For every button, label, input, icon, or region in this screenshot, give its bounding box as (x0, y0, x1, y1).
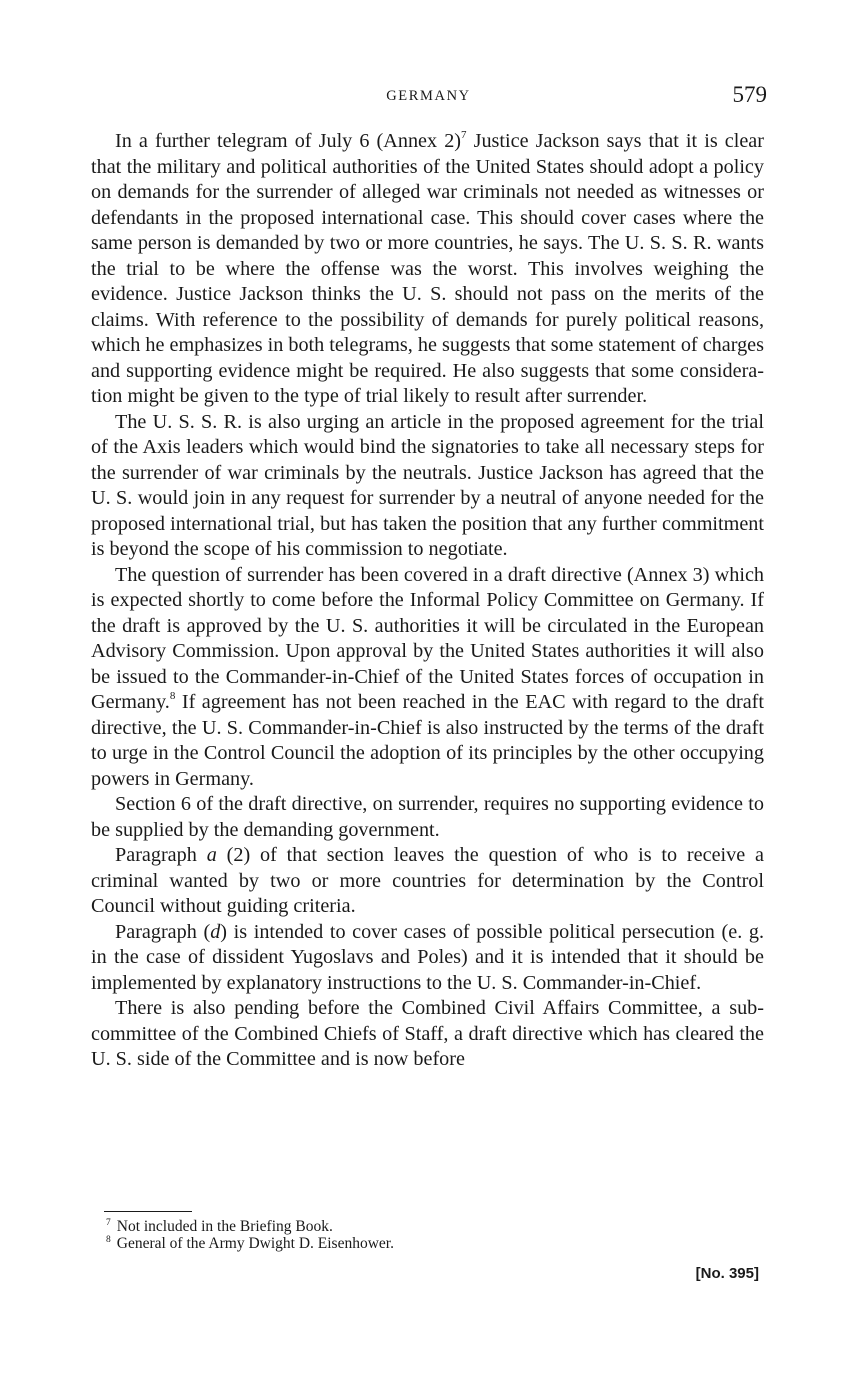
footnote-text: General of the Army Dwight D. Eisenhower. (116, 1235, 394, 1252)
paragraph-1 (91, 129, 764, 410)
paragraph-6-text-b: ) is intended to cover cases of possible political persecution (e. g. in the case of dissident Yugoslavs and Poles) and it is intended that it should be implemented by explanatory instructions to the U. S. Commander-in-Chief. (91, 920, 765, 994)
paragraph-5-text-a: Paragraph (115, 844, 207, 866)
paragraph-7: There is also pending before the Combined Civil Affairs Committee, a sub-committee of the Combined Chiefs of Staff, a draft directive which has cleared the U. S. side of the Committee and is now before (91, 997, 764, 1070)
paragraph-6-italic: d (210, 920, 221, 943)
footnote-ref-7: 7 (461, 129, 467, 142)
running-title: GERMANY (386, 88, 471, 104)
footnote-text: Not included in the Briefing Book. (116, 1218, 333, 1235)
paragraph-3 (91, 563, 764, 793)
paragraph-1-text-a: In a further telegram of July 6 (Annex 2) (115, 130, 462, 152)
paragraph-4: Section 6 of the draft directive, on surrender, requires no supporting evidence to be supplied by the demanding government. (91, 793, 764, 841)
footnote-mark: 8 (106, 1234, 111, 1245)
running-head (90, 84, 767, 114)
paragraph-1-text-b: Justice Jackson says that it is clear that the military and political authorities of the United States should adopt a policy on demands for the surrender of alleged war criminals not needed as witnesses or defendants in the proposed international case. This should cover cases where the same person is demanded by two or more countries, he says. The U. S. S. R. wants the trial to be where the offense was the worst. This involves weighing the evidence. Justice Jackson thinks the U. S. should not pass on the merits of the claims. With reference to the possibility of demands for purely political reasons, which he emphasizes in both telegrams, he suggests that some statement of charges and supporting evidence might be required. He also suggests that some consideration might be given to the type of trial likely to result after surrender. (91, 130, 764, 407)
document-number: [No. 395] (695, 1265, 759, 1282)
footnotes (106, 1218, 706, 1252)
paragraph-5-italic: a (206, 844, 217, 866)
footnote-7 (106, 1218, 706, 1235)
paragraph-6 (91, 920, 764, 997)
paragraph-3-text-b: If agreement has not been reached in the EAC with regard to the draft directive, the U. S. Commander-in-Chief is also instructed by the terms of the draft to urge in the Control Council the adoption of its principles by the other occupying powers in Germany. (91, 691, 764, 790)
page-number: 579 (732, 82, 767, 107)
paragraph-3-text-a: The question of surrender has been covered in a draft directive (Annex 3) which is expected shortly to come before the Informal Policy Committee on Germany. If the draft is approved by the U. S. authorities it will be circulated in the European Advisory Commission. Upon approval by the United States authorities it will also be issued to the Commander-in-Chief of the United States forces of occupation in Germany. (91, 563, 764, 713)
paragraph-5-text-b: (2) of that section leaves the question of who is to receive a criminal wanted by two or more countries for determination by the Control Council without guiding criteria. (91, 844, 765, 917)
footnote-8 (106, 1235, 706, 1252)
paragraph-2: The U. S. S. R. is also urging an article in the proposed agreement for the trial of the Axis leaders which would bind the signatories to take all necessary steps for the surrender of war criminals by the neutrals. Justice Jackson has agreed that the U. S. would join in any request for surrender by a neutral of anyone needed for the proposed international trial, but has taken the position that any further commitment is beyond the scope of his commission to negotiate. (91, 410, 764, 560)
footnote-mark: 7 (106, 1217, 111, 1228)
body-text (91, 129, 764, 1073)
footnote-divider (104, 1211, 192, 1212)
paragraph-5 (91, 843, 764, 920)
paragraph-6-text-a: Paragraph ( (115, 920, 211, 943)
footnote-ref-8: 8 (169, 690, 176, 703)
